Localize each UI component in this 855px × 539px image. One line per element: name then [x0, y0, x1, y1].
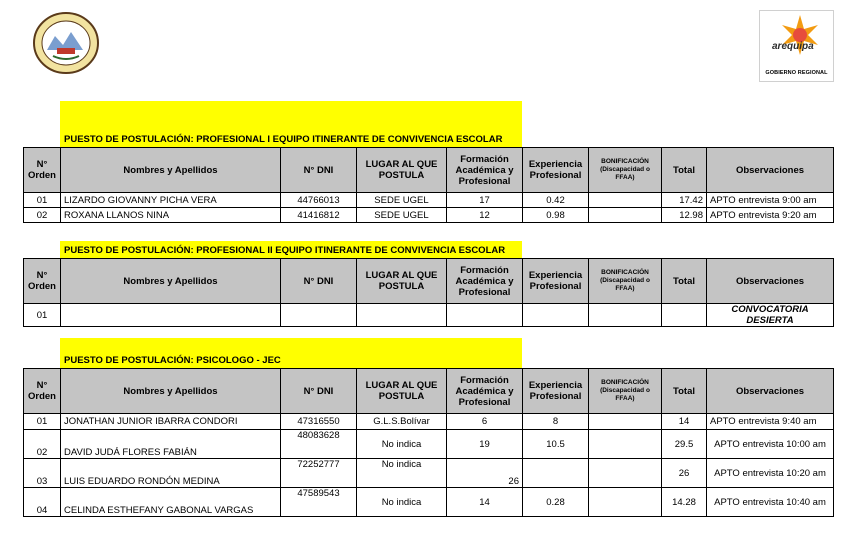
cell-bonificacion — [589, 208, 662, 223]
cell-observaciones: APTO entrevista 10:40 am — [707, 488, 834, 517]
table-psicologo — [23, 368, 834, 517]
cell-nombre: LUIS EDUARDO RONDÓN MEDINA — [61, 459, 281, 488]
cell-dni: 47589543 — [281, 488, 357, 517]
header-lugar: LUGAR AL QUE POSTULA — [357, 369, 447, 414]
cell-orden: 03 — [24, 459, 61, 488]
table-row — [24, 488, 834, 517]
header-experiencia: Experiencia Profesional — [523, 369, 589, 414]
cell-orden: 01 — [24, 414, 61, 430]
cell-lugar — [357, 304, 447, 327]
section-title-psicologo: PUESTO DE POSTULACIÓN: PSICOLOGO - JEC — [60, 338, 522, 368]
cell-lugar: No indica — [357, 459, 447, 488]
cell-observaciones: APTO entrevista 9:40 am — [707, 414, 834, 430]
header-bonificacion: BONIFICACIÓN (Discapacidad o FFAA) — [589, 148, 662, 193]
header-total: Total — [662, 259, 707, 304]
cell-lugar: No indica — [357, 488, 447, 517]
table-row — [24, 304, 834, 327]
cell-nombre: DAVID JUDÁ FLORES FABIÁN — [61, 430, 281, 459]
cell-orden: 04 — [24, 488, 61, 517]
table-row — [24, 459, 834, 488]
header-dni: N° DNI — [281, 259, 357, 304]
cell-bonificacion — [589, 488, 662, 517]
header-total: Total — [662, 148, 707, 193]
cell-observaciones: APTO entrevista 10:20 am — [707, 459, 834, 488]
header-formacion: Formación Académica y Profesional — [447, 148, 523, 193]
cell-lugar: No indica — [357, 430, 447, 459]
header-nombres: Nombres y Apellidos — [61, 369, 281, 414]
cell-observaciones: APTO entrevista 9:20 am — [707, 208, 834, 223]
header-observaciones: Observaciones — [707, 369, 834, 414]
table-profesional-ii — [23, 258, 834, 327]
cell-formacion: 14 — [447, 488, 523, 517]
header-bonificacion: BONIFICACIÓN (Discapacidad o FFAA) — [589, 369, 662, 414]
header-observaciones: Observaciones — [707, 148, 834, 193]
header-orden: N° Orden — [24, 259, 61, 304]
cell-nombre: CELINDA ESTHEFANY GABONAL VARGAS — [61, 488, 281, 517]
cell-orden: 01 — [24, 193, 61, 208]
cell-experiencia — [523, 459, 589, 488]
cell-bonificacion — [589, 414, 662, 430]
header-observaciones: Observaciones — [707, 259, 834, 304]
cell-bonificacion — [589, 459, 662, 488]
header-nombres: Nombres y Apellidos — [61, 148, 281, 193]
cell-experiencia: 0.98 — [523, 208, 589, 223]
cell-formacion: 26 — [447, 459, 523, 488]
cell-nombre: JONATHAN JUNIOR IBARRA CONDORI — [61, 414, 281, 430]
cell-formacion: 19 — [447, 430, 523, 459]
cell-total: 14.28 — [662, 488, 707, 517]
ugel-seal-logo — [33, 12, 99, 74]
cell-dni: 41416812 — [281, 208, 357, 223]
section-title-profesional-i: PUESTO DE POSTULACIÓN: PROFESIONAL I EQUIPO ITINERANTE DE CONVIVENCIA ESCOLAR — [60, 101, 522, 147]
cell-observaciones: CONVOCATORIA DESIERTA — [707, 304, 834, 327]
gobierno-regional-logo — [759, 10, 834, 82]
cell-bonificacion — [589, 193, 662, 208]
cell-nombre — [61, 304, 281, 327]
header-dni: N° DNI — [281, 369, 357, 414]
cell-nombre: ROXANA LLANOS NINA — [61, 208, 281, 223]
cell-bonificacion — [589, 430, 662, 459]
header-nombres: Nombres y Apellidos — [61, 259, 281, 304]
header-orden: N° Orden — [24, 148, 61, 193]
gobierno-regional-label: GOBIERNO REGIONAL — [765, 70, 828, 76]
cell-experiencia: 8 — [523, 414, 589, 430]
cell-lugar: SEDE UGEL — [357, 193, 447, 208]
cell-lugar: G.L.S.Bolívar — [357, 414, 447, 430]
table-row — [24, 208, 834, 223]
cell-experiencia — [523, 304, 589, 327]
cell-total: 26 — [662, 459, 707, 488]
cell-experiencia: 10.5 — [523, 430, 589, 459]
cell-dni: 47316550 — [281, 414, 357, 430]
section-title-profesional-ii: PUESTO DE POSTULACIÓN: PROFESIONAL II EQUIPO ITINERANTE DE CONVIVENCIA ESCOLAR — [60, 241, 522, 258]
cell-formacion: 6 — [447, 414, 523, 430]
table-row — [24, 430, 834, 459]
cell-total — [662, 304, 707, 327]
header-formacion: Formación Académica y Profesional — [447, 259, 523, 304]
arequipa-wordmark: arequipa — [772, 41, 814, 52]
cell-orden: 02 — [24, 208, 61, 223]
header-lugar: LUGAR AL QUE POSTULA — [357, 148, 447, 193]
cell-total: 14 — [662, 414, 707, 430]
cell-observaciones: APTO entrevista 10:00 am — [707, 430, 834, 459]
cell-dni — [281, 304, 357, 327]
cell-orden: 02 — [24, 430, 61, 459]
cell-nombre: LIZARDO GIOVANNY PICHA VERA — [61, 193, 281, 208]
header-experiencia: Experiencia Profesional — [523, 148, 589, 193]
cell-observaciones: APTO entrevista 9:00 am — [707, 193, 834, 208]
header-lugar: LUGAR AL QUE POSTULA — [357, 259, 447, 304]
cell-dni: 44766013 — [281, 193, 357, 208]
cell-bonificacion — [589, 304, 662, 327]
header-experiencia: Experiencia Profesional — [523, 259, 589, 304]
cell-orden: 01 — [24, 304, 61, 327]
table-row — [24, 414, 834, 430]
header-orden: N° Orden — [24, 369, 61, 414]
cell-experiencia: 0.28 — [523, 488, 589, 517]
cell-total: 29.5 — [662, 430, 707, 459]
cell-dni: 72252777 — [281, 459, 357, 488]
cell-formacion — [447, 304, 523, 327]
cell-total: 12.98 — [662, 208, 707, 223]
header-bonificacion: BONIFICACIÓN (Discapacidad o FFAA) — [589, 259, 662, 304]
cell-dni: 48083628 — [281, 430, 357, 459]
table-row — [24, 193, 834, 208]
cell-formacion: 12 — [447, 208, 523, 223]
header-formacion: Formación Académica y Profesional — [447, 369, 523, 414]
cell-formacion: 17 — [447, 193, 523, 208]
header-dni: N° DNI — [281, 148, 357, 193]
cell-total: 17.42 — [662, 193, 707, 208]
header-total: Total — [662, 369, 707, 414]
cell-lugar: SEDE UGEL — [357, 208, 447, 223]
cell-experiencia: 0.42 — [523, 193, 589, 208]
table-profesional-i — [23, 147, 834, 223]
